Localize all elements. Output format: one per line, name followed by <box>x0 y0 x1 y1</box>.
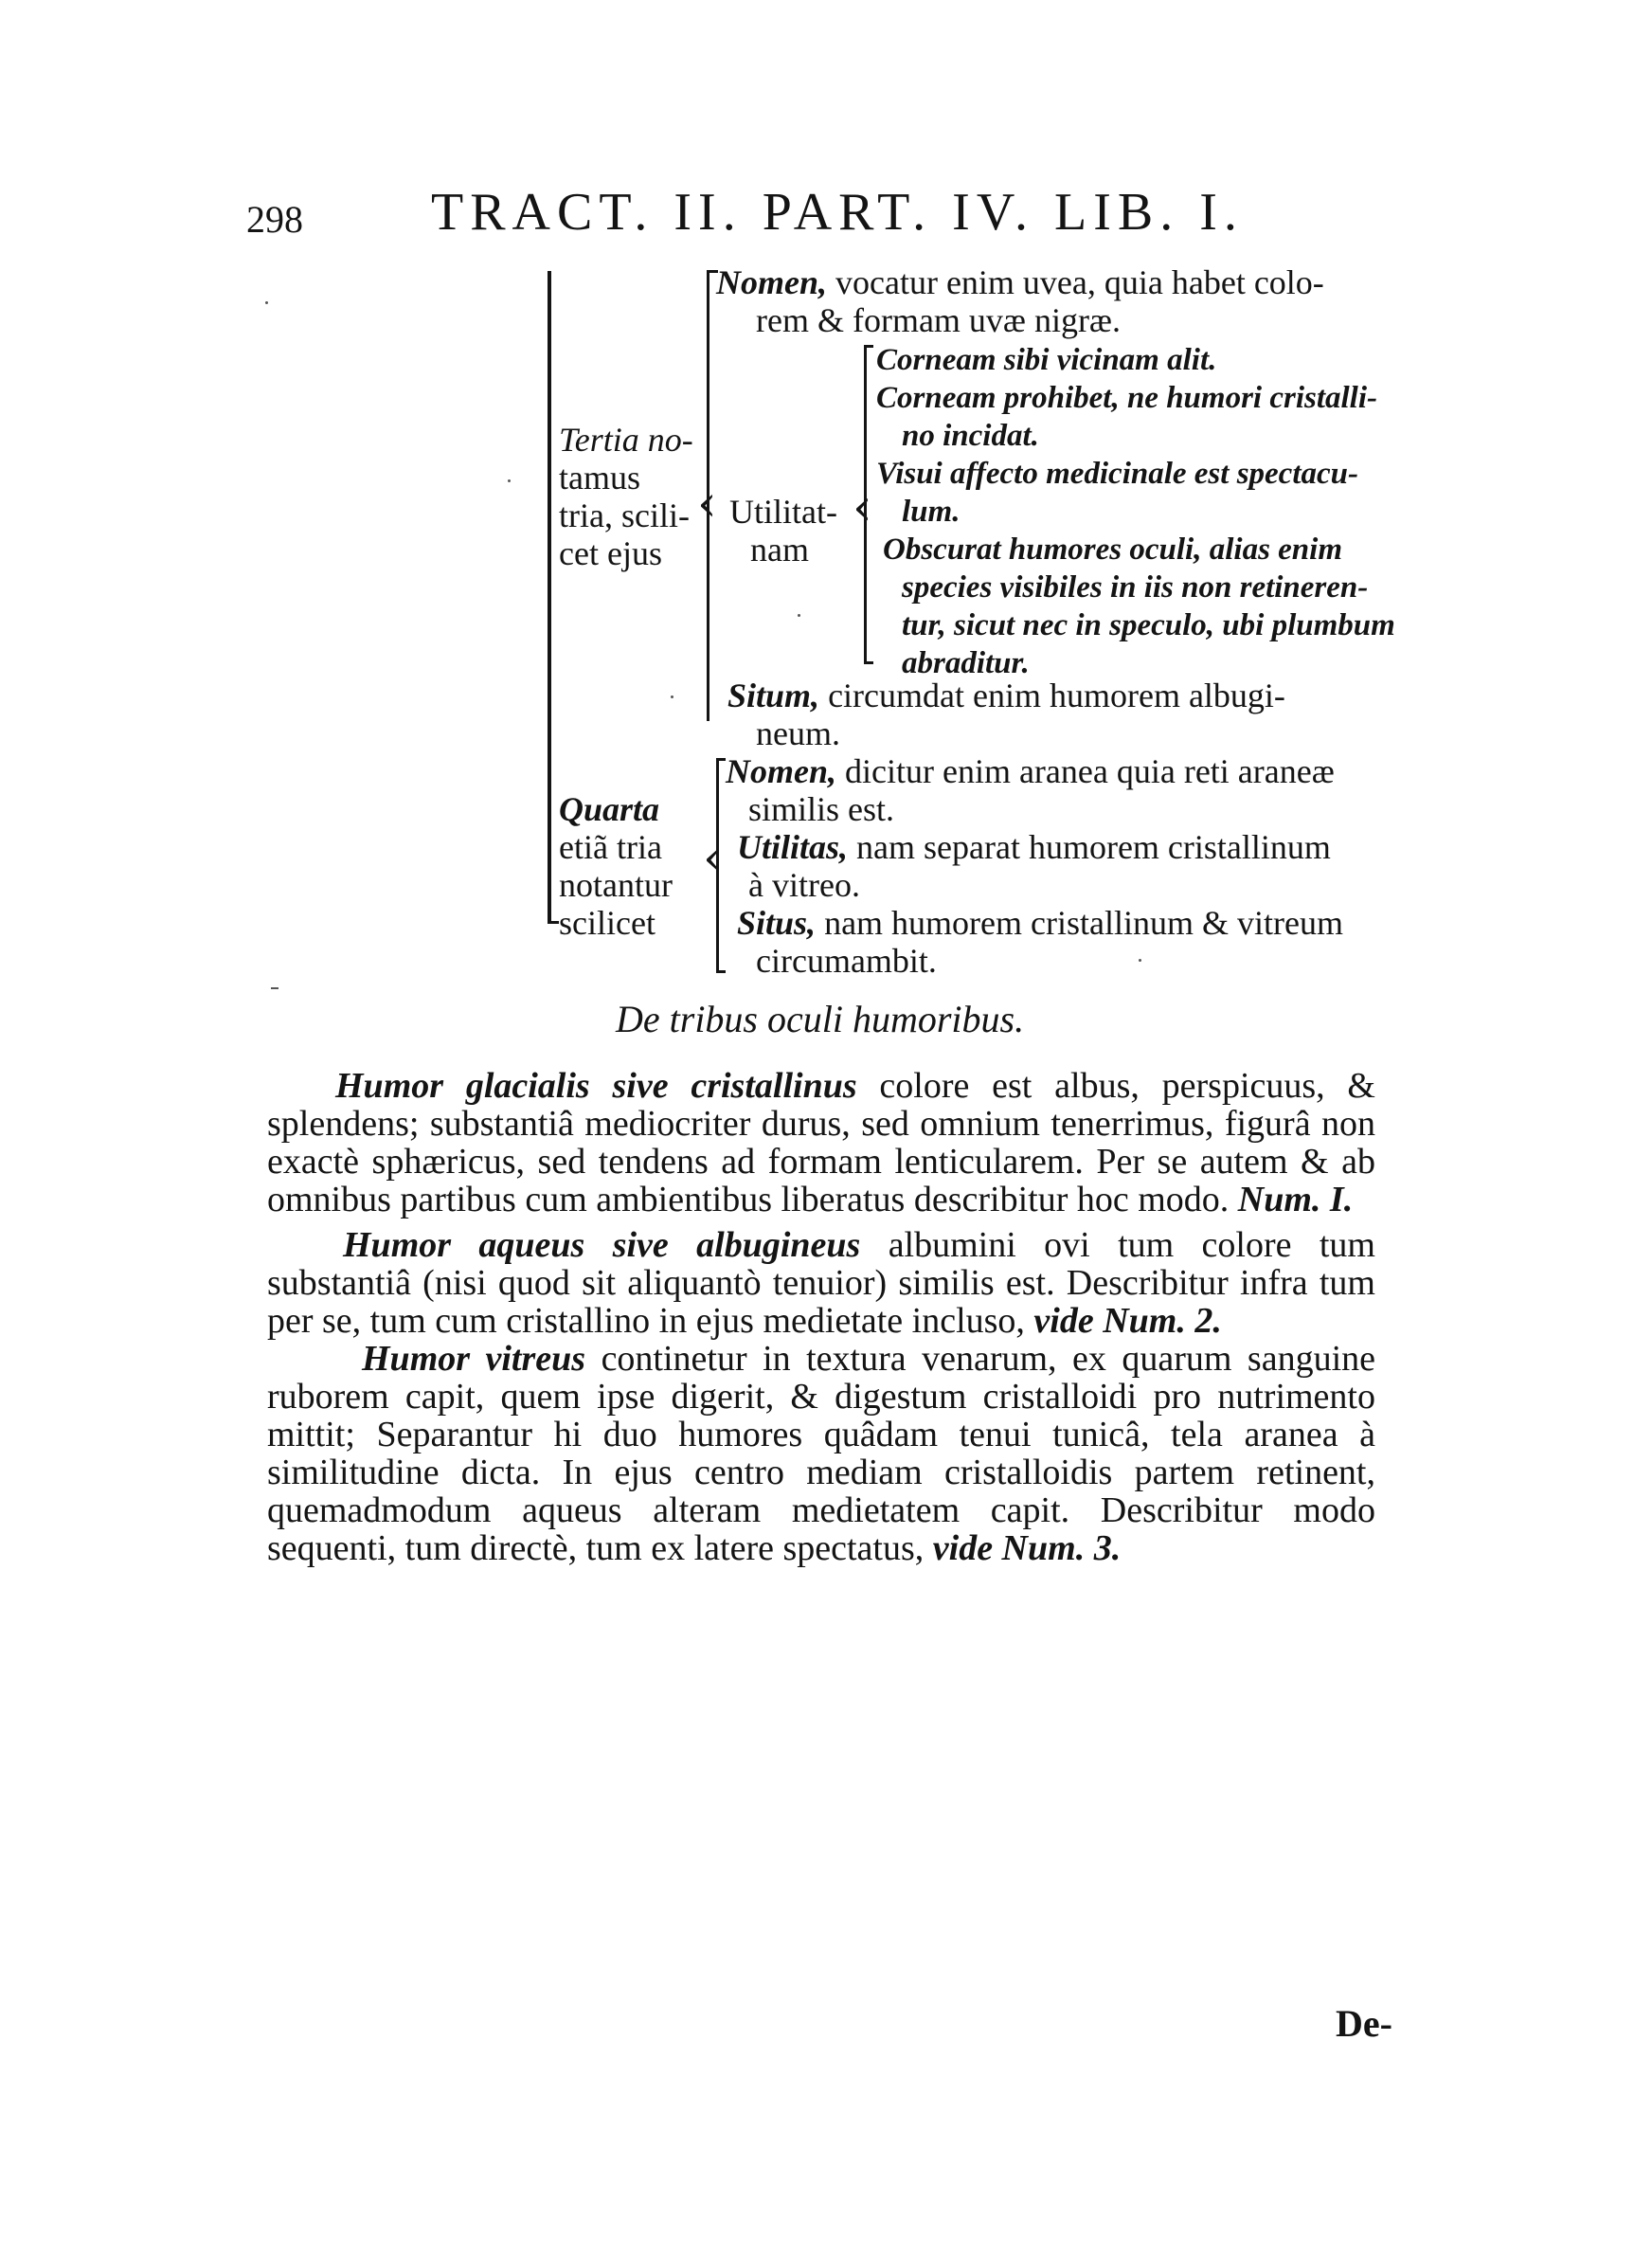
scan-speck <box>265 301 268 304</box>
quarta-brace-top <box>716 758 726 761</box>
quarta-situs-line-1 <box>737 904 1343 942</box>
quarta-label-line-3: notantur <box>559 866 673 904</box>
quarta-situs-line-2: circumambit. <box>756 942 937 980</box>
tertia-label-line-4: cet ejus <box>559 534 662 572</box>
running-head: TRACT. II. PART. IV. LIB. I. <box>431 183 1244 242</box>
paragraph-1-lead: Humor glacialis sive cristallinus <box>335 1066 857 1106</box>
tertia-situm-lead: Situm, <box>727 677 820 714</box>
utilitatem-brace-bottom <box>864 661 873 664</box>
tertia-label-line-1: Tertia no- <box>559 421 693 459</box>
utilitatem-item-2: Corneam prohibet, ne humori cristalli- <box>876 381 1377 415</box>
utilitatem-brace-top <box>864 345 873 348</box>
schema-outer-bar <box>548 271 551 923</box>
quarta-nomen-lead: Nomen, <box>726 752 836 790</box>
utilitatem-item-7: species visibiles in iis non retineren- <box>902 570 1369 605</box>
paragraph-humor-glacialis <box>267 1067 1375 1219</box>
page-number: 298 <box>246 198 303 241</box>
paragraph-2-ref: vide Num. 2. <box>1033 1301 1222 1341</box>
tertia-situm-line-2: neum. <box>756 714 840 752</box>
utilitatem-item-9: abraditur. <box>902 646 1030 680</box>
tertia-nomen-line-2: rem & formam uvæ nigræ. <box>756 301 1121 339</box>
tertia-situm-text-1: circumdat enim humorem albugi- <box>828 677 1285 714</box>
paragraph-2-text: albumini ovi tum colore tum substantiâ (nisi quod sit aliquantò tenuior) similis est. Describitur infra tum per se, tum cum cristallino in ejus medietate incluso, <box>267 1225 1375 1341</box>
quarta-nomen-line-1 <box>726 752 1335 790</box>
catchword: De- <box>1336 2002 1392 2045</box>
scan-speck <box>798 614 800 617</box>
paragraph-humor-aqueus <box>267 1226 1375 1340</box>
scan-speck <box>1139 959 1141 962</box>
quarta-label-line-2: etiã tria <box>559 828 662 866</box>
tertia-nomen-text-1: vocatur enim uvea, quia habet colo- <box>835 263 1324 301</box>
paragraph-3-lead: Humor vitreus <box>362 1339 586 1379</box>
utilitatem-item-6: Obscurat humores oculi, alias enim <box>883 533 1342 567</box>
scan-speck <box>671 695 673 698</box>
utilitatem-item-3: no incidat. <box>902 419 1039 453</box>
quarta-situs-text-1: nam humorem cristallinum & vitreum <box>824 904 1343 942</box>
utilitatem-brace-point: ‹ <box>853 479 872 536</box>
utilitatem-label-line-1 <box>729 493 837 531</box>
tertia-nomen-line-1 <box>716 263 1324 301</box>
tertia-label-line-3: tria, scili- <box>559 497 690 534</box>
paragraph-3-ref: vide Num. 3. <box>932 1528 1122 1568</box>
quarta-label-line-1: Quarta <box>559 790 660 828</box>
tertia-brace-point: ‹ <box>697 476 717 533</box>
paragraph-humor-vitreus <box>267 1340 1375 1567</box>
paragraph-3-text: continetur in textura venarum, ex quarum sanguine ruborem capit, quem ipse digerit, & digestum cristalloidi pro nutrimento mittit; Separantur hi duo humores quâdam tenui tunicâ, tela aranea à similitudine dicta. In ejus centro mediam cristalloidis partem retinent, quemadmodum aqueus alteram medietatem capit. Describitur modo sequenti, tum directè, tum ex latere spectatus, <box>267 1339 1375 1568</box>
tertia-nomen-lead: Nomen, <box>716 263 827 301</box>
paragraph-2-lead: Humor aqueus sive albugineus <box>343 1225 861 1265</box>
quarta-label-line-4: scilicet <box>559 904 655 942</box>
utilitatem-item-8: tur, sicut nec in speculo, ubi plumbum <box>902 608 1395 642</box>
scan-speck <box>508 479 511 482</box>
utilitatem-item-5: lum. <box>902 495 961 529</box>
utilitatem-label-line-2: nam <box>750 531 809 569</box>
section-heading: De tribus oculi humoribus. <box>616 998 1025 1040</box>
quarta-brace-point: ‹ <box>703 830 723 887</box>
utilitatem-item-4: Visui affecto medicinale est spectacu- <box>876 457 1358 491</box>
quarta-utilitas-line-2: à vitreo. <box>748 866 860 904</box>
quarta-brace-bottom <box>716 970 726 973</box>
scan-speck <box>271 987 278 989</box>
utilitatem-label-text: Utilitat- <box>729 493 837 531</box>
quarta-nomen-text-1: dicitur enim aranea quia reti araneæ <box>845 752 1335 790</box>
paragraph-1-text: colore est albus, perspicuus, & splendens; substantiâ mediocriter durus, sed omnium tenerrimus, figurâ non exactè sphæricus, sed tendens ad formam lenticularem. Per se autem & ab omnibus partibus cum ambientibus liberatus describitur hoc modo. <box>267 1066 1375 1219</box>
tertia-situm-line-1 <box>727 677 1285 714</box>
utilitatem-item-1: Corneam sibi vicinam alit. <box>876 343 1217 377</box>
quarta-nomen-line-2: similis est. <box>748 790 895 828</box>
quarta-situs-lead: Situs, <box>737 904 817 942</box>
quarta-utilitas-line-1 <box>737 828 1331 866</box>
schema-outer-bar-bottom <box>548 921 559 924</box>
tertia-label-line-2: tamus <box>559 459 640 497</box>
paragraph-1-ref: Num. I. <box>1237 1180 1354 1219</box>
quarta-utilitas-text-1: nam separat humorem cristallinum <box>856 828 1331 866</box>
quarta-utilitas-lead: Utilitas, <box>737 828 849 866</box>
